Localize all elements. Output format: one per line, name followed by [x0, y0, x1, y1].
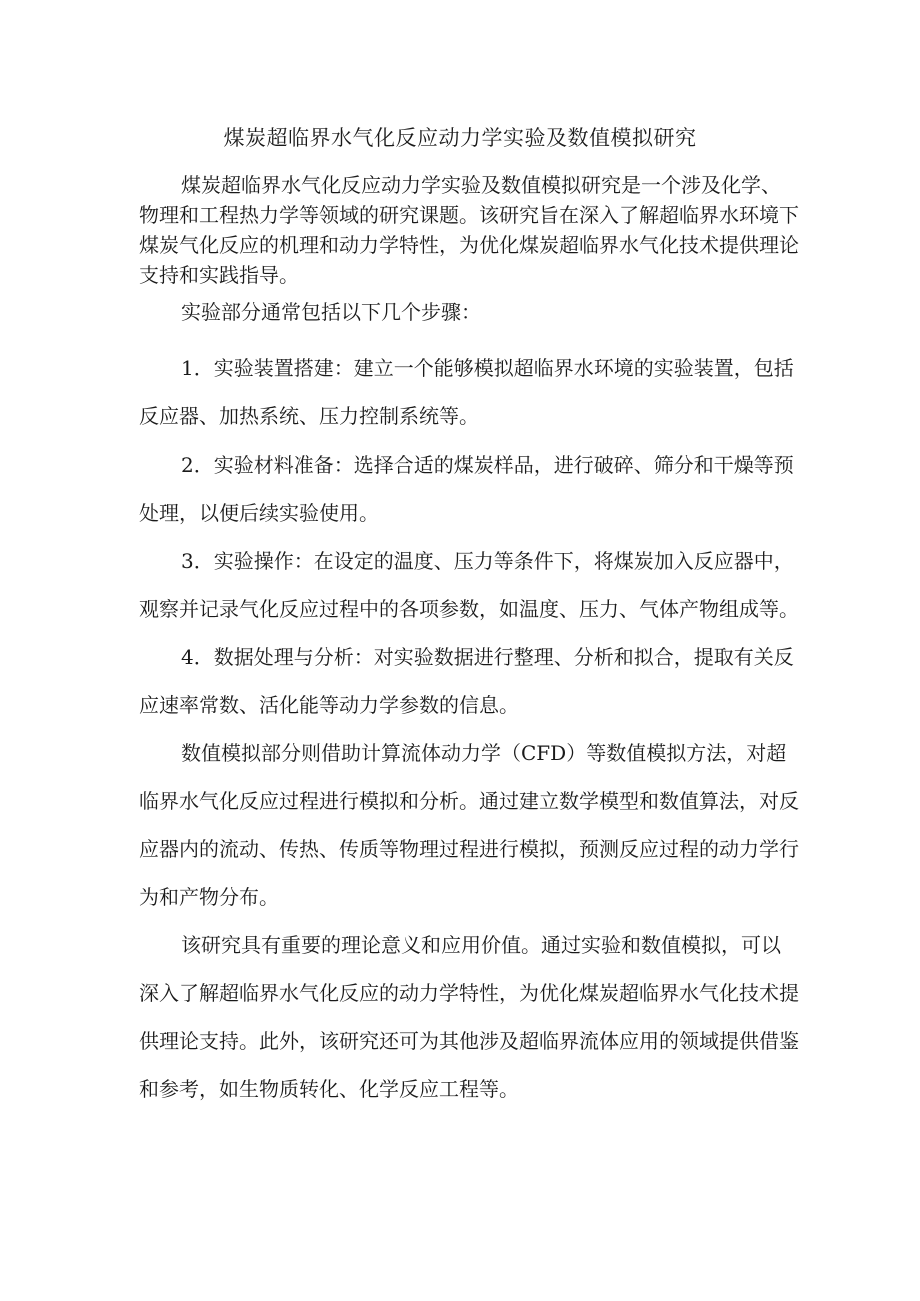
step-item-3: 3．实验操作：在设定的温度、压力等条件下，将煤炭加入反应器中，观察并记录气化反应过程中的各项参数，如温度、压力、气体产物组成等。	[139, 549, 799, 621]
steps-lead-paragraph: 实验部分通常包括以下几个步骤：	[181, 300, 481, 324]
step-item-4: 4．数据处理与分析：对实验数据进行整理、分析和拟合，提取有关反应速率常数、活化能等动力学参数的信息。	[139, 645, 794, 717]
intro-paragraph: 煤炭超临界水气化反应动力学实验及数值模拟研究是一个涉及化学、物理和工程热力学等领域的研究课题。该研究旨在深入了解超临界水环境下煤炭气化反应的机理和动力学特性，为优化煤炭超临界水气化技术提供理论支持和实践指导。	[139, 173, 799, 287]
step-item-2: 2．实验材料准备：选择合适的煤炭样品，进行破碎、筛分和干燥等预处理，以便后续实验使用。	[139, 453, 794, 525]
step-item-1: 1．实验装置搭建：建立一个能够模拟超临界水环境的实验装置，包括反应器、加热系统、压力控制系统等。	[139, 356, 794, 428]
simulation-paragraph: 数值模拟部分则借助计算流体动力学（CFD）等数值模拟方法，对超临界水气化反应过程进行模拟和分析。通过建立数学模型和数值算法，对反应器内的流动、传热、传质等物理过程进行模拟，预测反应过程的动力学行为和产物分布。	[139, 741, 799, 909]
conclusion-paragraph: 该研究具有重要的理论意义和应用价值。通过实验和数值模拟，可以深入了解超临界水气化反应的动力学特性，为优化煤炭超临界水气化技术提供理论支持。此外，该研究还可为其他涉及超临界流体应用的领域提供借鉴和参考，如生物质转化、化学反应工程等。	[139, 933, 799, 1101]
document-title: 煤炭超临界水气化反应动力学实验及数值模拟研究	[223, 126, 697, 150]
